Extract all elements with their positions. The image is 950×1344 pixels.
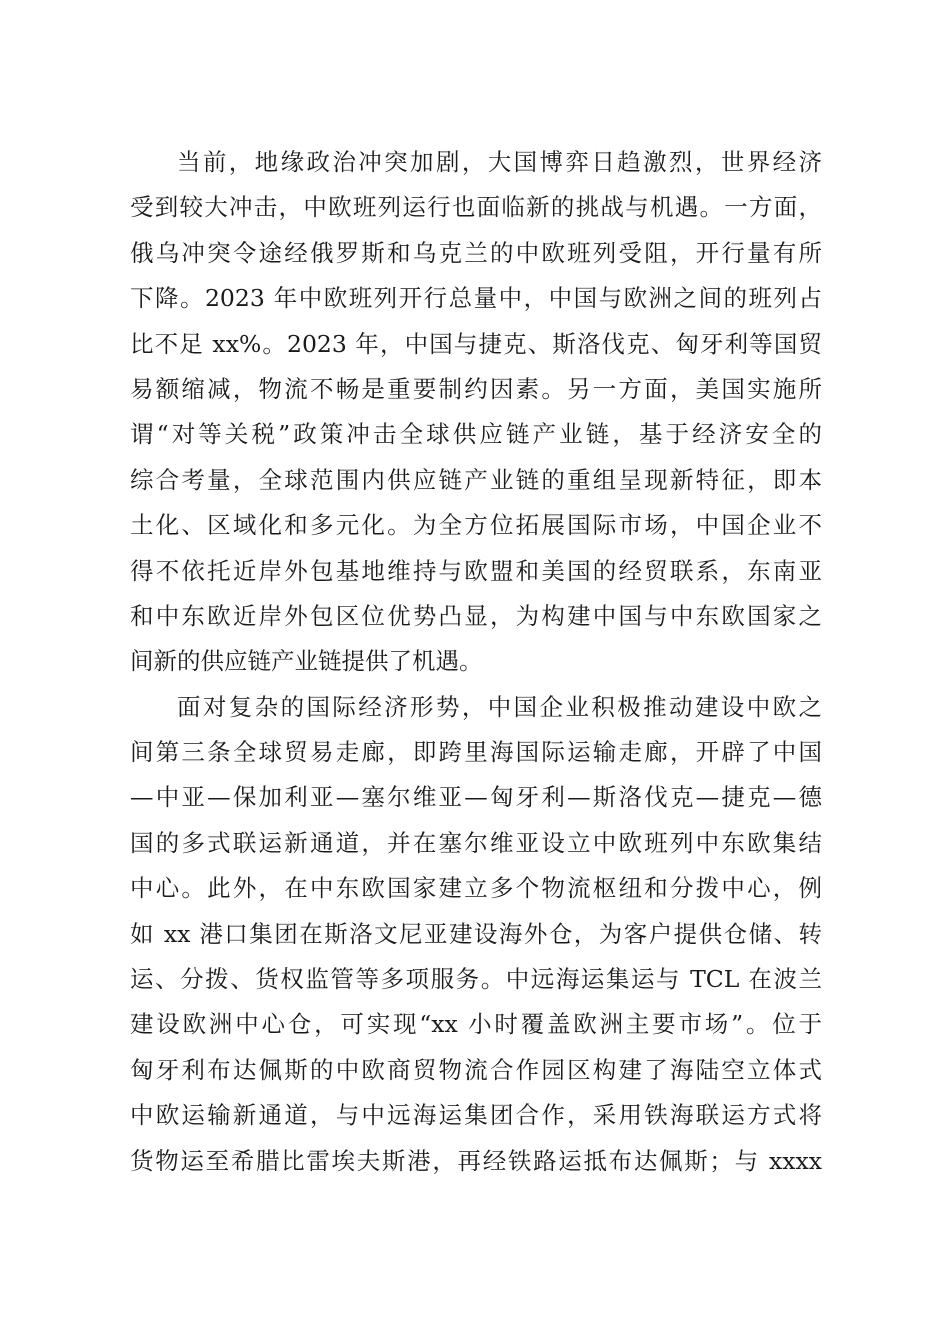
paragraph-line: 建设欧洲中心仓，可实现“xx 小时覆盖欧洲主要市场”。位于	[130, 1010, 822, 1039]
paragraph-line: 间第三条全球贸易走廊，即跨里海国际运输走廊，开辟了中国	[130, 738, 822, 767]
paragraph-line: 受到较大冲击，中欧班列运行也面临新的挑战与机遇。一方面，	[130, 193, 822, 222]
paragraph-line: 中心。此外，在中东欧国家建立多个物流枢纽和分拨中心，例	[130, 874, 822, 903]
paragraph-line: 易额缩减，物流不畅是重要制约因素。另一方面，美国实施所	[130, 374, 822, 403]
paragraph-line: 货物运至希腊比雷埃夫斯港，再经铁路运抵布达佩斯；与 xxxx	[130, 1146, 822, 1175]
paragraph-line: 下降。2023 年中欧班列开行总量中，中国与欧洲之间的班列占	[130, 284, 822, 313]
paragraph-line: 匈牙利布达佩斯的中欧商贸物流合作园区构建了海陆空立体式	[130, 1055, 822, 1084]
paragraph-line: 如 xx 港口集团在斯洛文尼亚建设海外仓，为客户提供仓储、转	[130, 919, 822, 948]
paragraph-line: 土化、区域化和多元化。为全方位拓展国际市场，中国企业不	[130, 511, 822, 540]
paragraph-line: 综合考量，全球范围内供应链产业链的重组呈现新特征，即本	[130, 465, 822, 494]
paragraph-line: 国的多式联运新通道，并在塞尔维亚设立中欧班列中东欧集结	[130, 828, 822, 857]
paragraph-2	[130, 685, 822, 1184]
paragraph-line: 比不足 xx%。2023 年，中国与捷克、斯洛伐克、匈牙利等国贸	[130, 329, 822, 358]
paragraph-line: 运、分拨、货权监管等多项服务。中远海运集运与 TCL 在波兰	[130, 965, 822, 994]
paragraph-1	[130, 140, 822, 685]
paragraph-line: 俄乌冲突令途经俄罗斯和乌克兰的中欧班列受阻，开行量有所	[130, 238, 822, 267]
paragraph-line: 得不依托近岸外包基地维持与欧盟和美国的经贸联系，东南亚	[130, 556, 822, 585]
document-body	[130, 140, 822, 1184]
paragraph-line: 谓“对等关税”政策冲击全球供应链产业链，基于经济安全的	[130, 420, 822, 449]
paragraph-line: 面对复杂的国际经济形势，中国企业积极推动建设中欧之	[177, 692, 822, 721]
paragraph-line: 间新的供应链产业链提供了机遇。	[130, 647, 483, 676]
paragraph-line: 中欧运输新通道，与中远海运集团合作，采用铁海联运方式将	[130, 1101, 822, 1130]
paragraph-line: 和中东欧近岸外包区位优势凸显，为构建中国与中东欧国家之	[130, 601, 822, 630]
paragraph-line: 当前，地缘政治冲突加剧，大国博弈日趋激烈，世界经济	[177, 148, 822, 176]
paragraph-line: —中亚—保加利亚—塞尔维亚—匈牙利—斯洛伐克—捷克—德	[130, 783, 822, 812]
